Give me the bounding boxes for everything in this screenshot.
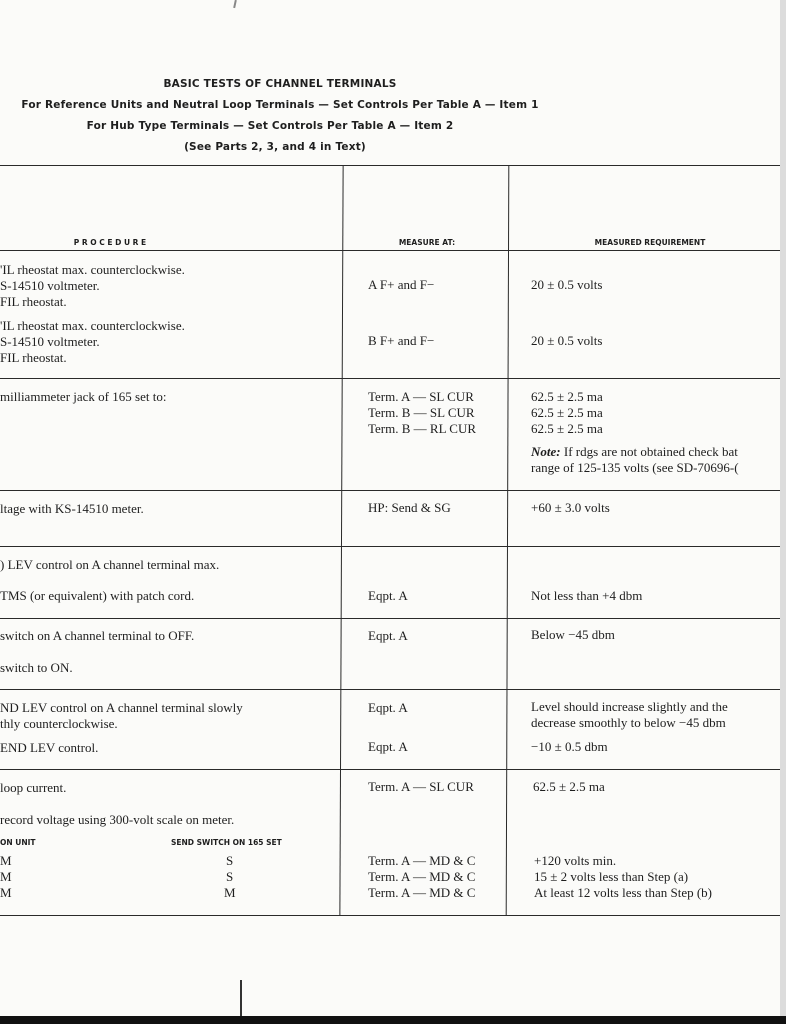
subtitle-reference-units: For Reference Units and Neutral Loop Terminals — Set Controls Per Table A — Item 1 xyxy=(21,99,539,111)
column-header-procedure: P R O C E D U R E xyxy=(73,238,147,247)
procedure-text: 'IL rheostat max. counterclockwise. xyxy=(0,262,185,277)
note-label: Note: xyxy=(531,444,561,459)
requirement-value: decrease smoothly to below −45 dbm xyxy=(531,715,726,730)
measure-point: Eqpt. A xyxy=(368,700,408,715)
table-title: BASIC TESTS OF CHANNEL TERMINALS xyxy=(163,78,397,90)
procedure-text: END LEV control. xyxy=(0,740,99,755)
subtable-header-send-switch: SEND SWITCH ON 165 SET xyxy=(171,838,282,847)
requirement-value: At least 12 volts less than Step (b) xyxy=(534,885,713,900)
requirement-value: 62.5 ± 2.5 ma xyxy=(531,421,603,436)
measure-point: Eqpt. A xyxy=(368,588,408,603)
header-bottom-rule xyxy=(0,250,780,251)
procedure-text: S-14510 voltmeter. xyxy=(0,334,100,349)
requirement-value: 62.5 ± 2.5 ma xyxy=(531,405,603,420)
page-edge-shadow xyxy=(780,0,786,1024)
procedure-text: ND LEV control on A channel terminal slowly xyxy=(0,700,243,715)
row-divider xyxy=(0,618,780,619)
requirement-value: Level should increase slightly and the xyxy=(531,699,728,714)
unit-setting: M xyxy=(0,869,12,884)
procedure-text: record voltage using 300-volt scale on meter. xyxy=(0,812,235,827)
procedure-text: switch to ON. xyxy=(0,660,73,675)
requirement-value: 20 ± 0.5 volts xyxy=(531,333,603,348)
measure-point: Eqpt. A xyxy=(368,739,408,754)
requirement-value: 20 ± 0.5 volts xyxy=(531,277,603,292)
column-header-measured-requirement: MEASURED REQUIREMENT xyxy=(594,238,706,247)
requirement-value: +120 volts min. xyxy=(534,853,617,868)
requirement-value: +60 ± 3.0 volts xyxy=(531,500,610,515)
measure-point: HP: Send & SG xyxy=(368,500,451,515)
row-divider xyxy=(0,490,780,491)
column-header-measure-at: MEASURE AT: xyxy=(398,238,456,247)
page-crease xyxy=(240,980,242,1016)
procedure-text: ) LEV control on A channel terminal max. xyxy=(0,557,220,572)
procedure-text: milliammeter jack of 165 set to: xyxy=(0,389,167,404)
send-switch-setting: M xyxy=(224,885,236,900)
procedure-text: FIL rheostat. xyxy=(0,294,67,309)
procedure-text: thly counterclockwise. xyxy=(0,716,118,731)
requirement-note: range of 125-135 volts (see SD-70696-( xyxy=(531,460,739,475)
subtitle-see-parts: (See Parts 2, 3, and 4 in Text) xyxy=(184,141,366,153)
measure-point: Term. A — MD & C xyxy=(368,869,476,884)
row-divider xyxy=(0,769,780,770)
requirement-value: 62.5 ± 2.5 ma xyxy=(531,389,603,404)
procedure-text: 'IL rheostat max. counterclockwise. xyxy=(0,318,185,333)
send-switch-setting: S xyxy=(226,853,234,868)
requirement-value: Below −45 dbm xyxy=(531,627,615,642)
procedure-text: S-14510 voltmeter. xyxy=(0,278,100,293)
requirement-value: Not less than +4 dbm xyxy=(531,588,643,603)
send-switch-setting: S xyxy=(226,869,234,884)
measure-point: Term. B — SL CUR xyxy=(368,405,475,420)
measure-point: Term. A — MD & C xyxy=(368,885,476,900)
requirement-value: 15 ± 2 volts less than Step (a) xyxy=(534,869,689,884)
row-divider xyxy=(0,546,780,547)
measure-point: Term. A — SL CUR xyxy=(368,389,474,404)
procedure-text: ltage with KS-14510 meter. xyxy=(0,501,144,516)
requirement-value: 62.5 ± 2.5 ma xyxy=(533,779,605,794)
requirement-value: −10 ± 0.5 dbm xyxy=(531,739,608,754)
row-divider xyxy=(0,689,780,690)
unit-setting: M xyxy=(0,853,12,868)
procedure-text: TMS (or equivalent) with patch cord. xyxy=(0,588,195,603)
measure-point: Eqpt. A xyxy=(368,628,408,643)
procedure-text: FIL rheostat. xyxy=(0,350,67,365)
measure-point: Term. A — SL CUR xyxy=(368,779,474,794)
measure-point: B F+ and F− xyxy=(368,333,435,348)
procedure-text: switch on A channel terminal to OFF. xyxy=(0,628,195,643)
unit-setting: M xyxy=(0,885,12,900)
procedure-text: loop current. xyxy=(0,780,67,795)
table-bottom-rule xyxy=(0,915,780,916)
row-divider xyxy=(0,378,780,379)
subtable-header-unit: ON UNIT xyxy=(0,838,36,847)
measure-point: A F+ and F− xyxy=(368,277,435,292)
scan-bottom-border xyxy=(0,1016,786,1024)
requirement-note xyxy=(531,444,738,460)
subtitle-hub-terminals: For Hub Type Terminals — Set Controls Per Table A — Item 2 xyxy=(86,120,454,132)
note-text: If rdgs are not obtained check bat xyxy=(563,444,738,459)
measure-point: Term. B — RL CUR xyxy=(368,421,477,436)
table-top-rule xyxy=(0,165,780,166)
measure-point: Term. A — MD & C xyxy=(368,853,476,868)
